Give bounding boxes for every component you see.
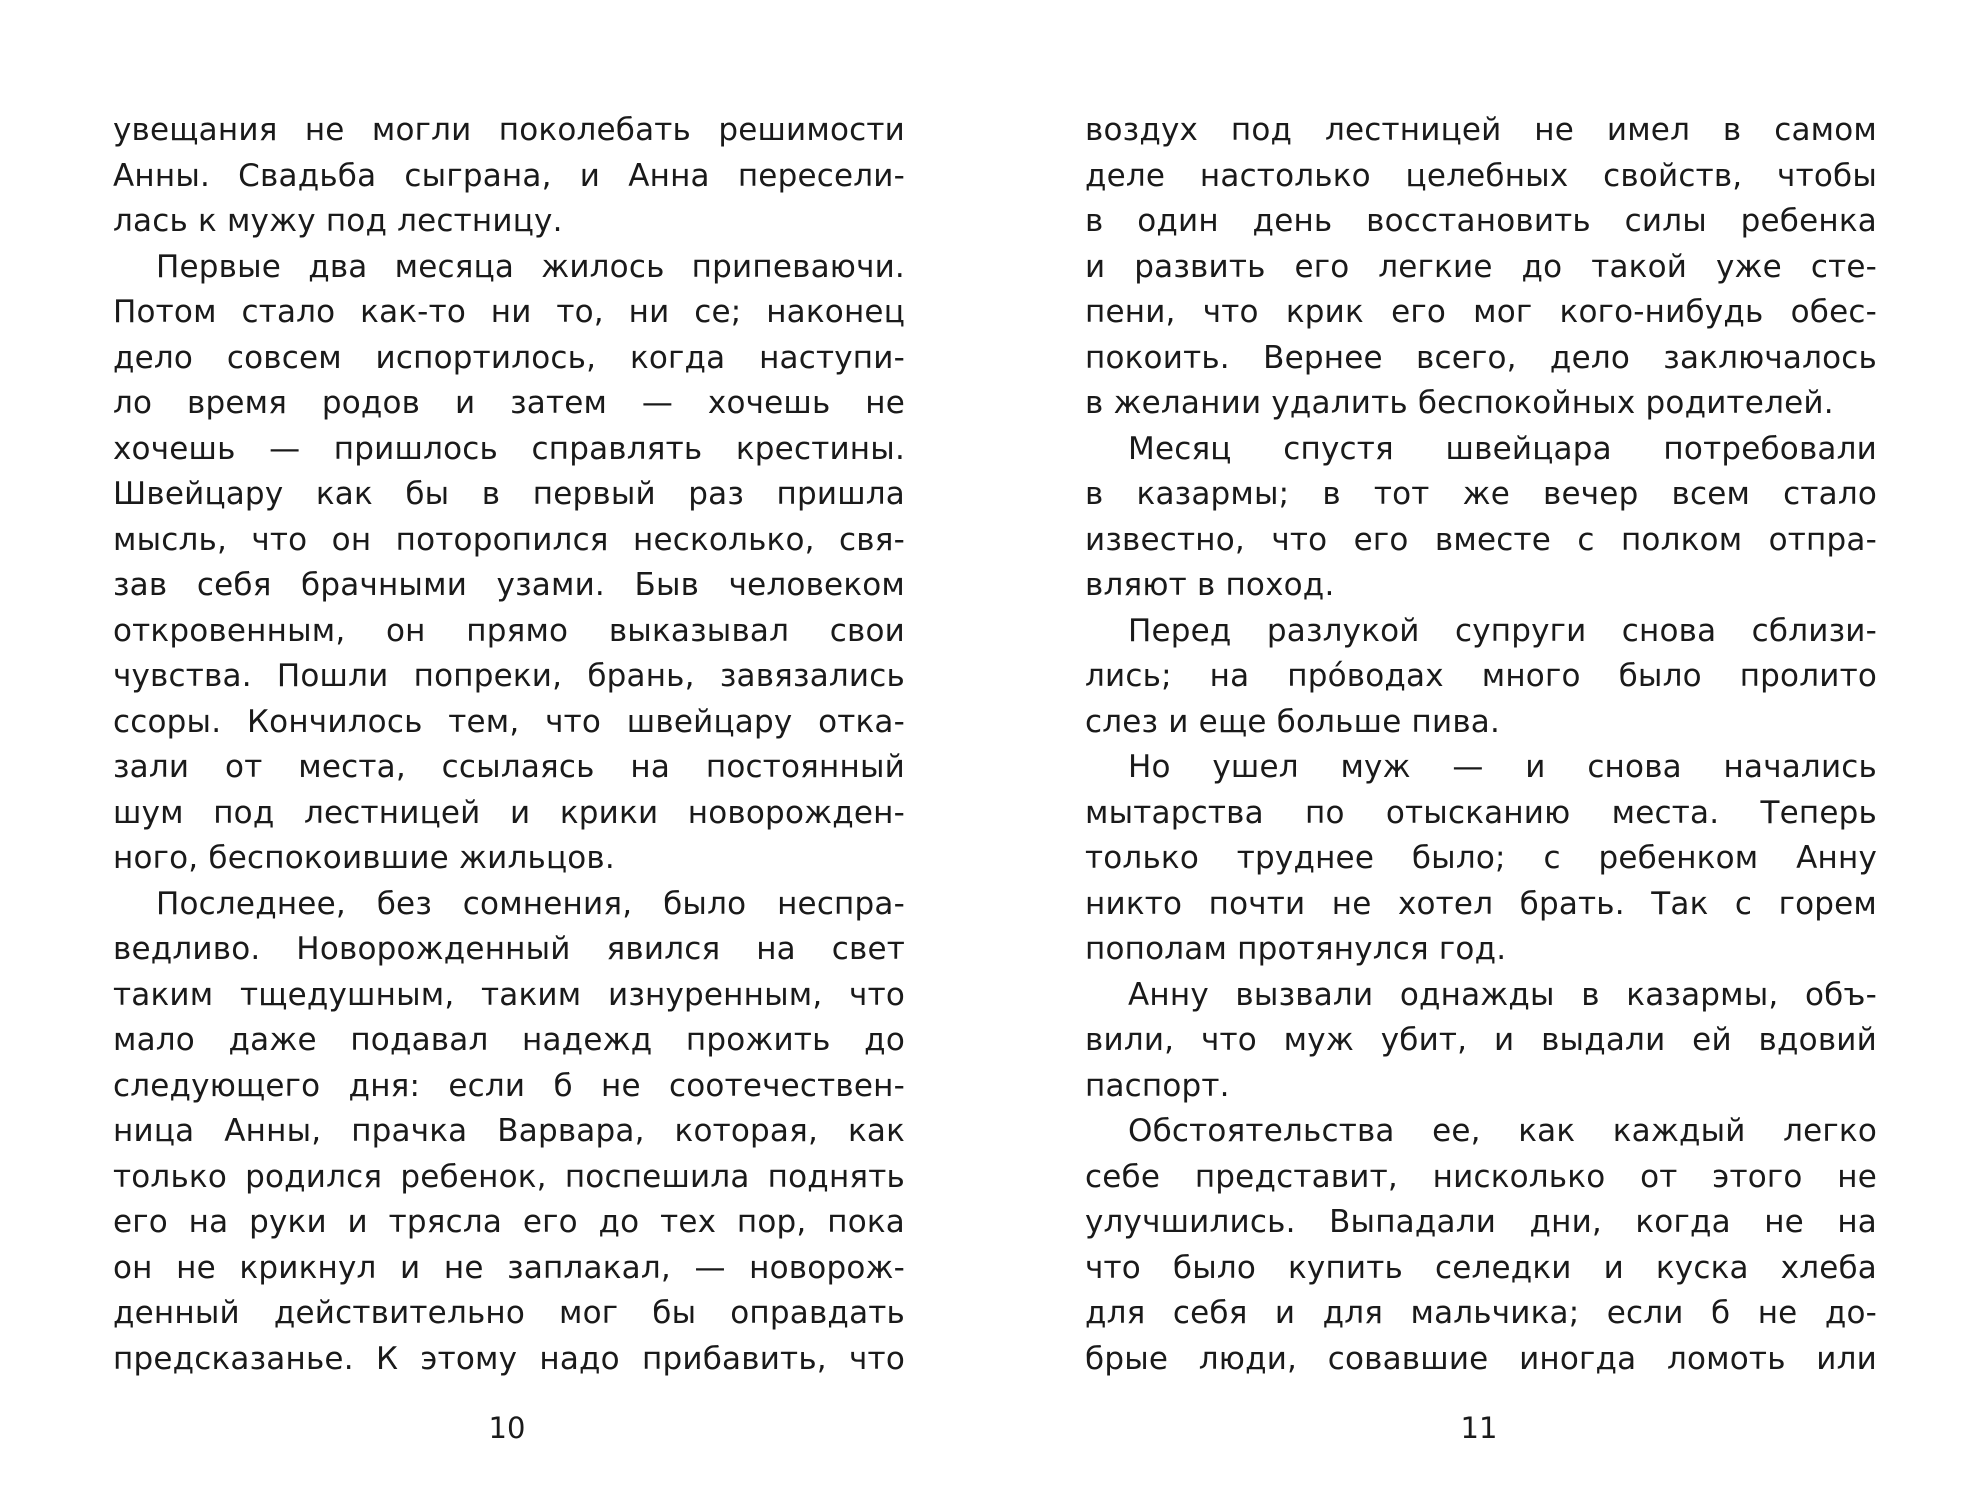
text-line: слез и еще больше пива. (1085, 703, 1501, 740)
text-line: шум под лестницей и крики новорожден- (113, 794, 905, 831)
text-line: чувства. Пошли попреки, брань, завязались (113, 658, 905, 694)
text-line: паспорт. (1085, 1067, 1230, 1104)
text-line: предсказанье. К этому надо прибавить, что (113, 1340, 905, 1377)
text-line: зали от места, ссылаясь на постоянный (113, 749, 905, 785)
text-line: лись; на про́водах много было пролито (1085, 658, 1877, 694)
text-line: Потом стало как-то ни то, ни се; наконец (113, 294, 905, 330)
text-line: откровенным, он прямо выказывал свои (113, 612, 905, 649)
text-line: в желании удалить беспокойных родителей. (1085, 385, 1834, 421)
text-line: таким тщедушным, таким изнуренным, что (113, 976, 905, 1013)
text-line: его на руки и трясла его до тех пор, пока (113, 1204, 905, 1240)
text-line: что было купить селедки и куска хлеба (1085, 1249, 1877, 1286)
text-line: он не крикнул и не заплакал, — новорож- (113, 1249, 905, 1286)
text-line: только труднее было; с ребенком Анну (1085, 840, 1877, 876)
text-line: вляют в поход. (1085, 567, 1335, 603)
text-line: Анну вызвали однажды в казармы, объ- (1128, 976, 1877, 1013)
text-line: Последнее, без сомнения, было неспра- (156, 885, 905, 922)
text-line: и развить его легкие до такой уже сте- (1085, 248, 1877, 285)
right-page-text (1085, 108, 1877, 1382)
text-line: никто почти не хотел брать. Так с горем (1085, 885, 1877, 922)
text-line: пополам протянулся год. (1085, 931, 1507, 967)
text-line: зав себя брачными узами. Быв человеком (113, 567, 905, 603)
text-line: воздух под лестницей не имел в самом (1085, 112, 1877, 148)
text-line: увещания не могли поколебать решимости (113, 112, 905, 148)
text-line: Перед разлукой супруги снова сблизи- (1128, 612, 1877, 649)
text-line: Анны. Свадьба сыграна, и Анна пересели- (113, 157, 905, 194)
text-line: мало даже подавал надежд прожить до (113, 1022, 905, 1058)
text-line: только родился ребенок, поспешила поднять (113, 1158, 905, 1195)
text-line: мытарства по отысканию места. Теперь (1085, 794, 1877, 831)
text-line: Первые два месяца жилось припеваючи. (156, 248, 905, 285)
text-line: ного, беспокоившие жильцов. (113, 840, 615, 876)
text-line: Швейцару как бы в первый раз пришла (113, 476, 905, 512)
text-line: ссоры. Кончилось тем, что швейцару отка- (113, 703, 905, 740)
text-line: покоить. Вернее всего, дело заключалось (1085, 339, 1877, 376)
text-line: Обстоятельства ее, как каждый легко (1128, 1113, 1877, 1149)
left-page-text (113, 108, 905, 1382)
text-line: ница Анны, прачка Варвара, которая, как (113, 1113, 905, 1149)
text-line: дело совсем испортилось, когда наступи- (113, 339, 905, 376)
text-line: Месяц спустя швейцара потребовали (1128, 430, 1877, 467)
text-line: Но ушел муж — и снова начались (1128, 749, 1877, 785)
text-line: в один день восстановить силы ребенка (1085, 203, 1877, 239)
text-line: деле настолько целебных свойств, чтобы (1085, 157, 1877, 194)
text-line: для себя и для мальчика; если б не до- (1085, 1295, 1877, 1331)
text-line: лась к мужу под лестницу. (113, 203, 563, 239)
text-line: брые люди, совавшие иногда ломоть или (1085, 1340, 1877, 1377)
text-line: вили, что муж убит, и выдали ей вдовий (1085, 1022, 1877, 1058)
text-line: известно, что его вместе с полком отпра- (1085, 521, 1877, 558)
text-line: хочешь — пришлось справлять крестины. (113, 430, 905, 467)
text-line: пени, что крик его мог кого-нибудь обес- (1085, 294, 1877, 330)
text-line: улучшились. Выпадали дни, когда не на (1085, 1204, 1877, 1240)
text-line: денный действительно мог бы оправдать (113, 1295, 905, 1331)
text-line: мысль, что он поторопился несколько, свя- (113, 521, 905, 558)
text-line: ведливо. Новорожденный явился на свет (113, 931, 905, 967)
text-line: себе представит, нисколько от этого не (1085, 1158, 1877, 1195)
text-line: в казармы; в тот же вечер всем стало (1085, 476, 1877, 512)
text-line: ло время родов и затем — хочешь не (113, 385, 905, 421)
page-number-left: 10 (488, 1411, 526, 1445)
page-number-right: 11 (1460, 1411, 1498, 1445)
text-line: следующего дня: если б не соотечествен- (113, 1067, 905, 1104)
